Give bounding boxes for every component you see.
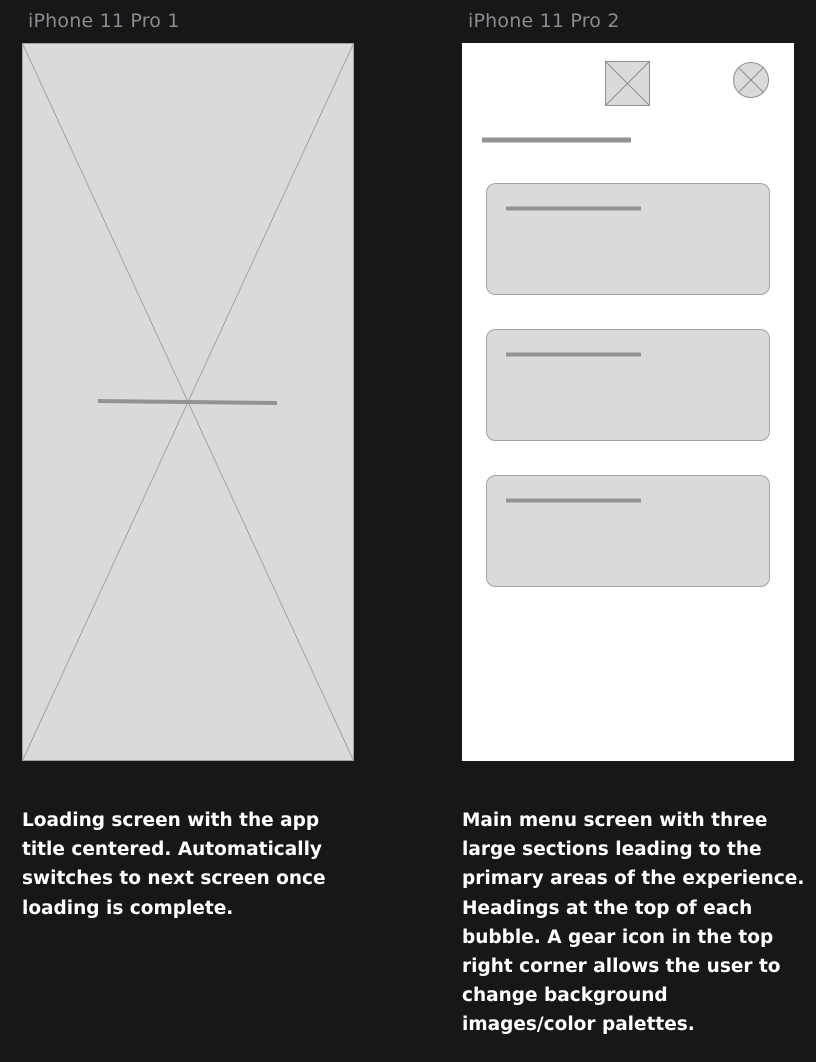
artboard-main-menu (462, 43, 794, 761)
frame-1-label: iPhone 11 Pro 1 (28, 10, 180, 32)
app-title-placeholder (98, 401, 277, 403)
frame-1-description: Loading screen with the app title centered. Automatically switches to next screen once loading is complete. (22, 810, 326, 919)
gear-icon[interactable] (734, 63, 769, 98)
main-menu-wireframe (462, 43, 794, 761)
section-bubble-1[interactable] (487, 184, 770, 295)
frame-2-label: iPhone 11 Pro 2 (468, 10, 620, 32)
section-bubble-2[interactable] (487, 330, 770, 441)
section-bubble-3[interactable] (487, 476, 770, 587)
image-placeholder-icon (606, 62, 650, 106)
loading-screen-wireframe (22, 43, 354, 761)
artboard-loading-screen (22, 43, 354, 761)
frame-2-description: Main menu screen with three large sections leading to the primary areas of the experience. Headings at the top of each bubble. A gear icon in the top right corner allows the user to change background images/color palettes. (462, 810, 805, 1036)
